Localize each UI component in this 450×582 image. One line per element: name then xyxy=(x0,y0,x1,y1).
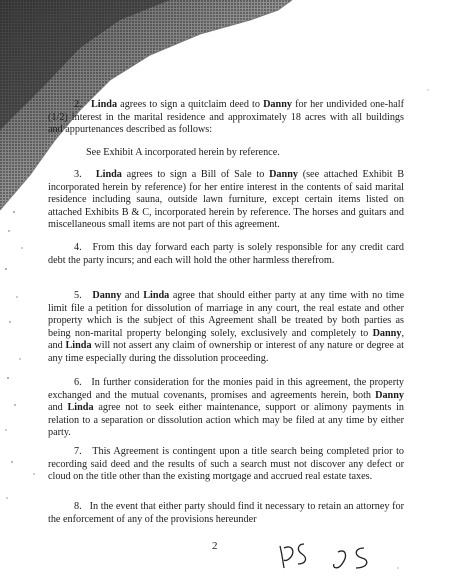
paragraph-number: 3. xyxy=(74,169,82,180)
paragraph-text: This Agreement is contingent upon a title search being completed prior to recording said deed and the results of such a search must not discover any defect or cloud on the title other than the existing mortgage and accrued real estate taxes. xyxy=(48,446,405,483)
paragraph-number: 6. xyxy=(74,377,82,388)
paragraph-number: 8. xyxy=(74,501,82,512)
paragraph-text: agrees to sign a quitclaim deed to xyxy=(117,99,264,110)
paragraph-text: for her undivided one-half (1/2) interest in the marital residence and approximately 18 acres with all buildings and appurtenances described as follows: xyxy=(48,99,405,136)
party-name: Danny xyxy=(263,99,292,110)
paragraph-5 xyxy=(48,290,404,366)
party-name: Linda xyxy=(143,290,170,301)
paragraph-number: 5. xyxy=(74,290,82,301)
paragraph-number: 7. xyxy=(74,446,82,457)
paragraph-3 xyxy=(48,169,404,232)
paragraph-text: From this day forward each party is solely responsible for any credit card debt the party incurs; and each will hold the other harmless therefrom. xyxy=(48,242,405,266)
paragraph-number: 4. xyxy=(74,242,82,253)
exhibit-a-line: See Exhibit A incorporated herein by reference. xyxy=(86,147,280,158)
paragraph-number: 2. xyxy=(74,99,82,110)
paragraph-4 xyxy=(48,242,404,267)
party-name: Danny xyxy=(269,169,298,180)
paragraph-text: agree not to seek either maintenance, support or alimony payments in relation to a separation or dissolution action which may be filed at any time by either party. xyxy=(48,402,404,439)
party-name: Linda xyxy=(67,402,94,414)
party-name: Linda xyxy=(65,340,92,352)
paragraph-text: will not assert any claim of ownership or interest of any nature or degree at any time especially during the dissolution proceeding. xyxy=(48,340,404,364)
paragraph-text: and xyxy=(48,402,68,414)
party-name: Danny xyxy=(372,327,402,339)
handwritten-initials xyxy=(276,538,386,576)
paragraph-text: agree that should either party at any time with no time limit file a petition for dissolution of marriage in any court, the real estate and other property which is the subject of this Agreement shall be treated by both parties as being non-marital property belonging solely, exclusively and completely to xyxy=(48,290,404,339)
paragraph-text: and xyxy=(121,290,144,301)
party-name: Linda xyxy=(91,99,118,110)
page-number: 2 xyxy=(212,540,218,552)
paragraph-text: (see attached Exhibit B incorporated herein by reference) for her entire interest in the contents of said marital residence including sauna, outside lawn furniture, except certain items listed on attached Exhibits B & C, incorporated herein by reference. The horses and guitars and miscellaneous small items are not part of this agreement. xyxy=(48,169,404,231)
paragraph-2 xyxy=(48,99,404,137)
party-name: Danny xyxy=(92,290,122,301)
party-name: Linda xyxy=(95,169,122,180)
paragraph-text: In the event that either party should find it necessary to retain an attorney for the enforcement of any of the provisions hereunder xyxy=(48,501,404,525)
paragraph-text: In further consideration for the monies paid in this agreement, the property exchanged and the mutual covenants, promises and agreements herein, both xyxy=(48,377,405,401)
paragraph-8 xyxy=(48,501,404,526)
paragraph-text: , and xyxy=(48,327,404,352)
paragraph-6 xyxy=(48,377,404,440)
paragraph-text: agrees to sign a Bill of Sale to xyxy=(121,169,270,180)
paragraph-7 xyxy=(48,446,404,484)
party-name: Danny xyxy=(375,389,404,401)
